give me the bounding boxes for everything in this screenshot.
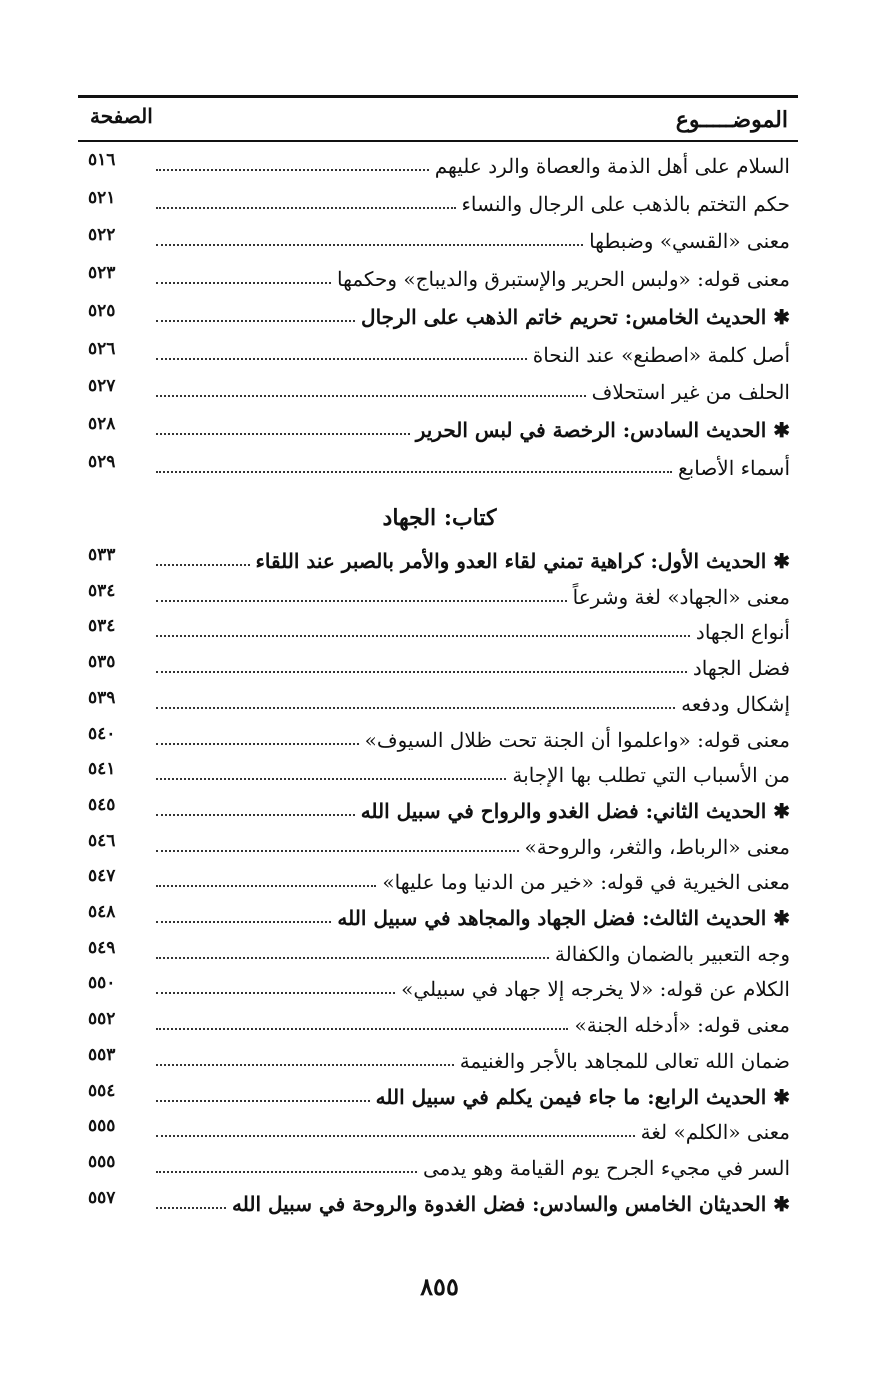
- dot-leader: [156, 814, 355, 816]
- toc-entry: [78, 301, 790, 335]
- dot-leader: [156, 395, 586, 397]
- toc-entry: [78, 263, 790, 297]
- toc-entry-title: إشكال ودفعه: [681, 691, 790, 716]
- topic-column-heading: الموضـــــوع: [675, 107, 788, 133]
- toc-entry: [78, 1009, 790, 1043]
- toc-entry-line: [150, 581, 790, 609]
- dot-leader: [156, 358, 527, 360]
- toc-entry-line: [150, 188, 790, 216]
- toc-entry: [78, 150, 790, 184]
- toc-entry-line: [150, 938, 790, 966]
- toc-entry-line: [150, 452, 790, 480]
- toc-entry-page: ٥٢٢: [88, 225, 116, 246]
- toc-entry-title: معنى «القسي» وضبطها: [589, 229, 790, 254]
- toc-entry: [78, 1116, 790, 1150]
- toc-entry-line: [150, 652, 790, 680]
- dot-leader: [156, 957, 549, 959]
- toc-header: [78, 95, 798, 142]
- toc-entry-line: [150, 150, 790, 178]
- toc-entry: [78, 902, 790, 936]
- dot-leader: [156, 1064, 454, 1066]
- dot-leader: [156, 600, 567, 602]
- toc-entry-title: ✱ الحديث السادس: الرخصة في لبس الحرير: [415, 417, 790, 442]
- toc-entry-title: أصل كلمة «اصطنع» عند النحاة: [532, 342, 790, 367]
- toc-entry-title: معنى «الكلم» لغة: [640, 1120, 790, 1145]
- toc-entry: [78, 1152, 790, 1186]
- toc-entry: [78, 414, 790, 448]
- toc-entry-line: [150, 616, 790, 644]
- toc-entry: [78, 938, 790, 972]
- dot-leader: [156, 1135, 635, 1137]
- toc-entry: [78, 581, 790, 615]
- dot-leader: [156, 743, 359, 745]
- dot-leader: [156, 1207, 226, 1209]
- toc-entry-title: ✱ الحديث الثالث: فضل الجهاد والمجاهد في سبيل الله: [337, 906, 790, 930]
- toc-entry-page: ٥٤٨: [88, 902, 116, 922]
- toc-entry-page: ٥٣٤: [88, 580, 116, 601]
- toc-entry: [78, 831, 790, 865]
- dot-leader: [156, 1028, 568, 1030]
- toc-entry-title: ✱ الحديثان الخامس والسادس: فضل الغدوة والروحة في سبيل الله: [232, 1191, 790, 1216]
- toc-entry-line: [150, 301, 790, 329]
- toc-entry-page: ٥٣٩: [88, 687, 116, 708]
- toc-entry-page: ٥١٦: [88, 150, 116, 170]
- toc-entry: [78, 866, 790, 900]
- toc-entry-line: [150, 688, 790, 716]
- dot-leader: [156, 1171, 417, 1173]
- dot-leader: [156, 1100, 370, 1102]
- toc-entry-title: ✱ الحديث الثاني: فضل الغدو والرواح في سبيل الله: [360, 798, 790, 823]
- dot-leader: [156, 992, 395, 994]
- dot-leader: [156, 244, 583, 246]
- toc-entry-page: ٥٥٧: [88, 1187, 116, 1208]
- toc-entry-line: [150, 225, 790, 253]
- toc-entry-page: ٥٥٥: [88, 1151, 116, 1172]
- dot-leader: [156, 207, 456, 209]
- toc-entry-title: معنى قوله: «أدخله الجنة»: [574, 1013, 790, 1038]
- toc-entry-title: ✱ الحديث الأول: كراهية تمني لقاء العدو والأمر بالصبر عند اللقاء: [255, 549, 790, 573]
- toc-entry-title: ضمان الله تعالى للمجاهد بالأجر والغنيمة: [459, 1048, 790, 1073]
- toc-entry-page: ٥٥٣: [88, 1044, 116, 1065]
- toc-entry-title: معنى «الجهاد» لغة وشرعاً: [572, 584, 790, 609]
- toc-entry-page: ٥٤١: [88, 759, 116, 780]
- toc-entry-page: ٥٢١: [88, 187, 116, 208]
- toc-entry-page: ٥٣٣: [88, 545, 116, 565]
- toc-entry-line: [150, 1188, 790, 1216]
- dot-leader: [156, 707, 675, 709]
- toc-entry-line: [150, 263, 790, 291]
- dot-leader: [156, 921, 331, 923]
- toc-entry-page: ٥٤٥: [88, 794, 116, 815]
- toc-entry: [78, 339, 790, 373]
- dot-leader: [156, 282, 331, 284]
- toc-entry-page: ٥٣٤: [88, 616, 116, 637]
- toc-entry-page: ٥٥٤: [88, 1080, 116, 1101]
- dot-leader: [156, 320, 355, 322]
- section-title: كتاب: الجهاد: [382, 505, 497, 531]
- toc-entry-title: وجه التعبير بالضمان والكفالة: [554, 941, 790, 966]
- toc-entry-title: الكلام عن قوله: «لا يخرجه إلا جهاد في سبيلي»: [401, 977, 790, 1002]
- toc-entry-title: أنواع الجهاد: [695, 620, 790, 645]
- toc-entry-title: فضل الجهاد: [692, 656, 790, 681]
- toc-entry-title: من الأسباب التي تطلب بها الإجابة: [512, 763, 790, 788]
- toc-entry-line: [150, 1116, 790, 1144]
- toc-entry: [78, 973, 790, 1007]
- toc-entry-title: معنى الخيرية في قوله: «خير من الدنيا وما عليها»: [382, 870, 790, 895]
- toc-entry-page: ٥٥٠: [88, 973, 116, 994]
- toc-entry-page: ٥٥٢: [88, 1009, 116, 1030]
- toc-entry: [78, 652, 790, 686]
- toc-entry-line: [150, 973, 790, 1001]
- page-column-heading: الصفحة: [90, 104, 153, 128]
- toc-entry: [78, 724, 790, 758]
- toc-entry-page: ٥٢٩: [88, 451, 116, 472]
- toc-entry: [78, 688, 790, 722]
- toc-entry-title: ✱ الحديث الخامس: تحريم خاتم الذهب على الرجال: [361, 304, 790, 329]
- toc-entry-title: الحلف من غير استحلاف: [591, 380, 790, 405]
- toc-entry: [78, 616, 790, 650]
- toc-entry-line: [150, 724, 790, 752]
- page-number: ٨٥٥: [420, 1272, 459, 1301]
- toc-entry-page: ٥٢٨: [88, 413, 116, 434]
- toc-entry-line: [150, 1045, 790, 1073]
- toc-entry: [78, 188, 790, 222]
- toc-entry-line: [150, 795, 790, 823]
- toc-entry-line: [150, 1152, 790, 1180]
- toc-entry-page: ٥٥٥: [88, 1116, 116, 1137]
- toc-entry-page: ٥٤٧: [88, 866, 116, 887]
- toc-entry-line: [150, 545, 790, 573]
- toc-entry: [78, 452, 790, 486]
- toc-entry-line: [150, 902, 790, 930]
- toc-entry-page: ٥٢٧: [88, 376, 116, 397]
- toc-entry-line: [150, 376, 790, 404]
- toc-entry-line: [150, 1009, 790, 1037]
- toc-entry-title: السلام على أهل الذمة والعصاة والرد عليهم: [434, 154, 790, 178]
- toc-entry-page: ٥٢٣: [88, 263, 116, 284]
- toc-entry-page: ٥٢٦: [88, 338, 116, 359]
- dot-leader: [156, 564, 250, 566]
- toc-entry-title: معنى «الرباط، والثغر، والروحة»: [524, 834, 790, 859]
- toc-entry-title: حكم التختم بالذهب على الرجال والنساء: [461, 191, 790, 216]
- toc-entry-line: [150, 831, 790, 859]
- dot-leader: [156, 471, 672, 473]
- toc-entry-page: ٥٤٦: [88, 830, 116, 851]
- dot-leader: [156, 635, 690, 637]
- toc-entry: [78, 1081, 790, 1115]
- toc-entry: [78, 1045, 790, 1079]
- toc-entry-title: ✱ الحديث الرابع: ما جاء فيمن يكلم في سبيل الله: [375, 1084, 790, 1109]
- dot-leader: [156, 778, 506, 780]
- toc-entry-line: [150, 1081, 790, 1109]
- dot-leader: [156, 433, 410, 435]
- toc-entry: [78, 225, 790, 259]
- toc-entry-title: معنى قوله: «ولبس الحرير والإستبرق والديباج» وحكمها: [337, 267, 790, 292]
- toc-entry: [78, 759, 790, 793]
- toc-entry-line: [150, 339, 790, 367]
- toc-entry: [78, 795, 790, 829]
- toc-entry-title: السر في مجيء الجرح يوم القيامة وهو يدمى: [422, 1155, 790, 1180]
- toc-entry-title: معنى قوله: «واعلموا أن الجنة تحت ظلال السيوف»: [364, 727, 790, 752]
- toc-entry: [78, 376, 790, 410]
- toc-entry-page: ٥٣٥: [88, 652, 116, 673]
- dot-leader: [156, 850, 519, 852]
- toc-entry-line: [150, 759, 790, 787]
- toc-entry-title: أسماء الأصابع: [678, 455, 790, 480]
- dot-leader: [156, 885, 376, 887]
- toc-entry: [78, 545, 790, 579]
- toc-entry: [78, 1188, 790, 1222]
- dot-leader: [156, 671, 687, 673]
- toc-entry-page: ٥٤٠: [88, 723, 116, 744]
- toc-entry-line: [150, 866, 790, 894]
- toc-entry-page: ٥٢٥: [88, 300, 116, 321]
- toc-entry-line: [150, 414, 790, 442]
- dot-leader: [156, 169, 429, 171]
- toc-entry-page: ٥٤٩: [88, 937, 116, 958]
